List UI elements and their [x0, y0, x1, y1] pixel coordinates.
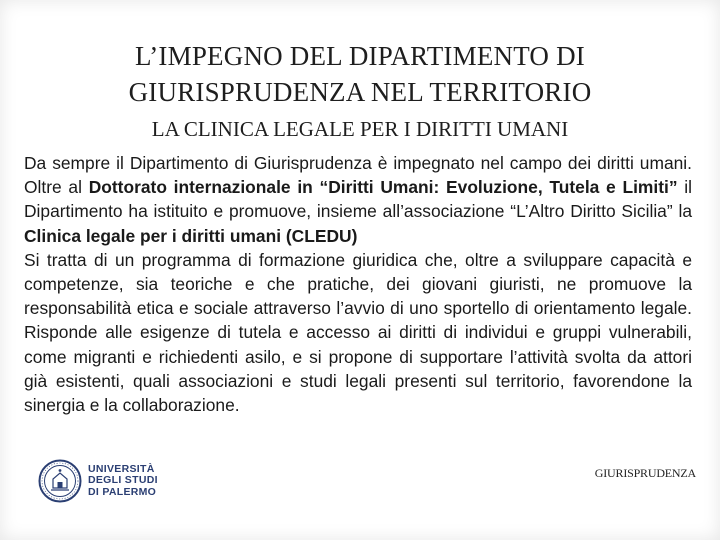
body-text	[24, 151, 692, 417]
university-seal-icon	[38, 459, 82, 503]
paragraph-1-text-a: Da sempre il Dipartimento di Giurisprudenza è impegnato nel campo dei diritti umani. Oltre al	[24, 153, 692, 198]
slide-title-line-1: L’IMPEGNO DEL DIPARTIMENTO DI	[135, 41, 585, 71]
paragraph-1-bold-doctorate: Dottorato internazionale in “Diritti Umani: Evoluzione, Tutela e Limiti”	[88, 177, 678, 198]
university-logo	[38, 458, 162, 504]
paragraph-1-bold-clinic: Clinica legale per i diritti umani (CLEDU)	[24, 225, 358, 246]
paragraph-2: Si tratta di un programma di formazione giuridica che, oltre a sviluppare capacità e competenze, sia teoriche e che pratiche, dei giovani giuristi, ne promuove la responsabilità etica e sociale attraverso l’avvio di uno sportello di orientamento legale. Risponde alle esigenze di tutela e accesso ai diritti di individui e gruppi vulnerabili, come migranti e richiedenti asilo, e si propone di supportare l’attività svolta da attori già esistenti, quali associazioni e studi legali presenti sul territorio, favorendone la sinergia e la collaborazione.	[24, 249, 692, 416]
slide-subtitle: LA CLINICA LEGALE PER I DIRITTI UMANI	[151, 117, 569, 141]
paragraph-1	[24, 151, 692, 248]
title-block	[22, 38, 698, 144]
slide-title-line-2: GIURISPRUDENZA NEL TERRITORIO	[128, 77, 592, 107]
university-name: UNIVERSITÀ DEGLI STUDI DI PALERMO	[88, 462, 158, 498]
paragraph-1-text-b: il Dipartimento ha istituito e promuove, insieme all’associazione “L’Altro Diritto Sicilia” la	[24, 177, 693, 222]
department-label: GIURISPRUDENZA	[594, 466, 696, 480]
